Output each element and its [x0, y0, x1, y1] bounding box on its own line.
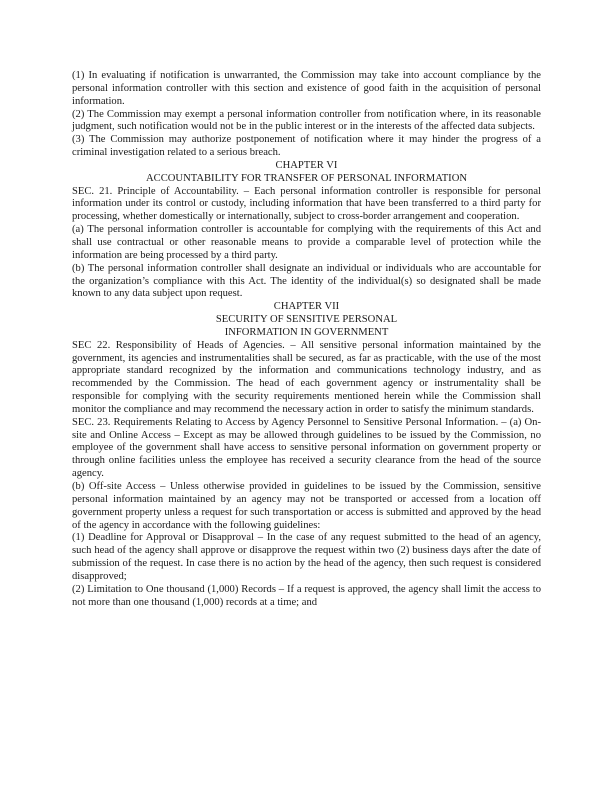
chapter-6-title: ACCOUNTABILITY FOR TRANSFER OF PERSONAL INFORMATION: [145, 172, 468, 184]
section-23-b-1: (1) Deadline for Approval or Disapproval – In the case of any request submitted to the head of an agency, such head of the agency shall approve or disapprove the request within two (2) business days after the date of submission of the request. In case there is no action by the head of the agency, then such request is considered disapproved;: [72, 532, 541, 582]
section-21-b: (b) The personal information controller shall designate an individual or individuals who are accountable for the organization’s compliance with this Act. The identity of the individual(s) so designated shall be made known to any data subject upon request.: [72, 262, 541, 300]
section-23: SEC. 23. Requirements Relating to Access by Agency Personnel to Sensitive Personal Information. – (a) On-site and Online Access – Except as may be allowed through guidelines to be issued by the Commission, no employee of the government shall have access to sensitive personal information on government property or through online facilities unless the employee has received a security clearance from the head of the source agency.: [72, 416, 541, 480]
paragraph-notification-unwarranted: (1) In evaluating if notification is unwarranted, the Commission may take into account compliance by the personal information controller with this section and existence of good faith in the acquisition of personal information.: [72, 70, 541, 107]
chapter-7-heading: CHAPTER VII: [273, 301, 340, 313]
section-23-b-2: (2) Limitation to One thousand (1,000) Records – If a request is approved, the agency shall limit the access to not more than one thousand (1,000) records at a time; and: [72, 583, 541, 608]
paragraph-notification-exemption: (2) The Commission may exempt a personal information controller from notification where, in its reasonable judgment, such notification would not be in the public interest or in the interests of the affected data subjects.: [72, 108, 541, 133]
chapter-7-title-line-2: INFORMATION IN GOVERNMENT: [224, 326, 389, 338]
paragraph-notification-postponement: (3) The Commission may authorize postponement of notification where it may hinder the progress of a criminal investigation related to a serious breach.: [72, 134, 541, 159]
document-page: [72, 70, 541, 609]
section-22: SEC 22. Responsibility of Heads of Agencies. – All sensitive personal information maintained by the government, its agencies and instrumentalities shall be secured, as far as practicable, with the use of the most appropriate standard recognized by the information and communications technology industry, and as recommended by the Commission. The head of each government agency or instrumentality shall be responsible for complying with the security requirements mentioned herein while the Commission shall monitor the compliance and may recommend the necessary action in order to satisfy the minimum standards.: [72, 339, 541, 415]
section-23-b: (b) Off-site Access – Unless otherwise provided in guidelines to be issued by the Commission, sensitive personal information maintained by an agency may not be transported or accessed from a location off government property unless a request for such transportation or access is submitted and approved by the head of the agency in accordance with the following guidelines:: [72, 481, 541, 531]
section-21: SEC. 21. Principle of Accountability. – Each personal information controller is responsible for personal information under its control or custody, including information that have been transferred to a third party for processing, whether domestically or internationally, subject to cross-border arrangement and cooperation.: [72, 185, 541, 223]
chapter-7-title-line-1: SECURITY OF SENSITIVE PERSONAL: [215, 314, 398, 326]
chapter-6-heading: CHAPTER VI: [275, 159, 338, 171]
section-21-a: (a) The personal information controller is accountable for complying with the requirements of this Act and shall use contractual or other reasonable means to provide a comparable level of protection while the information are being processed by a third party.: [72, 224, 541, 261]
